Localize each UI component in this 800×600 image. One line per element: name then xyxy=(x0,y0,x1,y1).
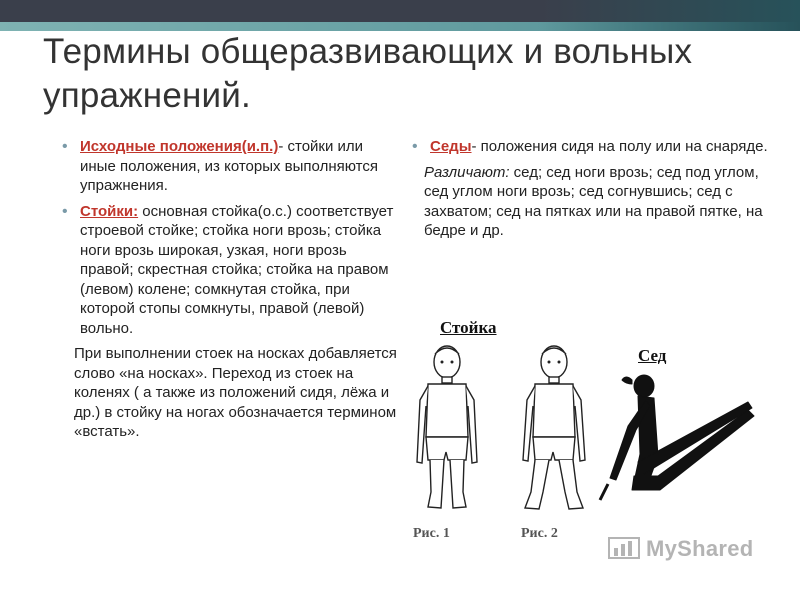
left-column xyxy=(62,137,402,442)
figure-stance-1-icon xyxy=(408,342,486,522)
figure-stance-2-icon xyxy=(515,342,593,522)
term-initial-positions: Исходные положения(и.п.) xyxy=(80,138,279,155)
figure-sitting-icon xyxy=(598,366,758,506)
caption-fig-2: Рис. 2 xyxy=(521,526,558,541)
right-column xyxy=(412,137,772,241)
paragraph-toes: При выполнении стоек на носках добавляется слово «на носках». Переход из стоек на коленях ( а также из положений сидя, лёжа и др.) в стойку на ногах обозначается термином «встать». xyxy=(74,345,397,440)
slide-title: Термины общеразвивающих и вольных упражнений. xyxy=(43,32,693,115)
watermark xyxy=(608,536,754,562)
sitting-types-text: сед; сед ноги врозь; сед под углом, сед углом ноги врозь; сед согнувшись; сед с захватом; сед на пятках или на правой пятке, на бедре и др. xyxy=(424,163,763,239)
term-sitting: Седы xyxy=(430,138,472,155)
bullet-stances xyxy=(62,202,402,339)
term-stances: Стойки: xyxy=(80,202,139,220)
label-stand: Стойка xyxy=(440,318,497,337)
caption-fig-1: Рис. 1 xyxy=(413,526,450,541)
text-stances: основная стойка(о.с.) соответствует строевой стойке; стойка ноги врозь; стойка ноги врозь широкая, узкая, ноги врозь правой; скрестная стойка; стойка на правом (левом) колене; сомкнутая стойка, при которой стопы сомкнуты, правой (левой) вольно. xyxy=(80,202,394,337)
text-sitting: - положения сидя на полу или на снаряде. xyxy=(471,138,768,155)
bullet-sitting xyxy=(412,137,772,157)
top-bar-gradient xyxy=(540,0,800,31)
text-initial-positions: - стойки или иные положения, из которых выполняются упражнения. xyxy=(80,138,378,194)
paragraph-sitting-types xyxy=(412,163,772,241)
distinguish-label: Различают: xyxy=(424,163,510,181)
bullet-initial-positions xyxy=(62,137,402,196)
label-sit: Сед xyxy=(638,346,667,365)
myshared-logo-icon xyxy=(608,536,640,562)
watermark-text: MyShared xyxy=(646,536,754,561)
